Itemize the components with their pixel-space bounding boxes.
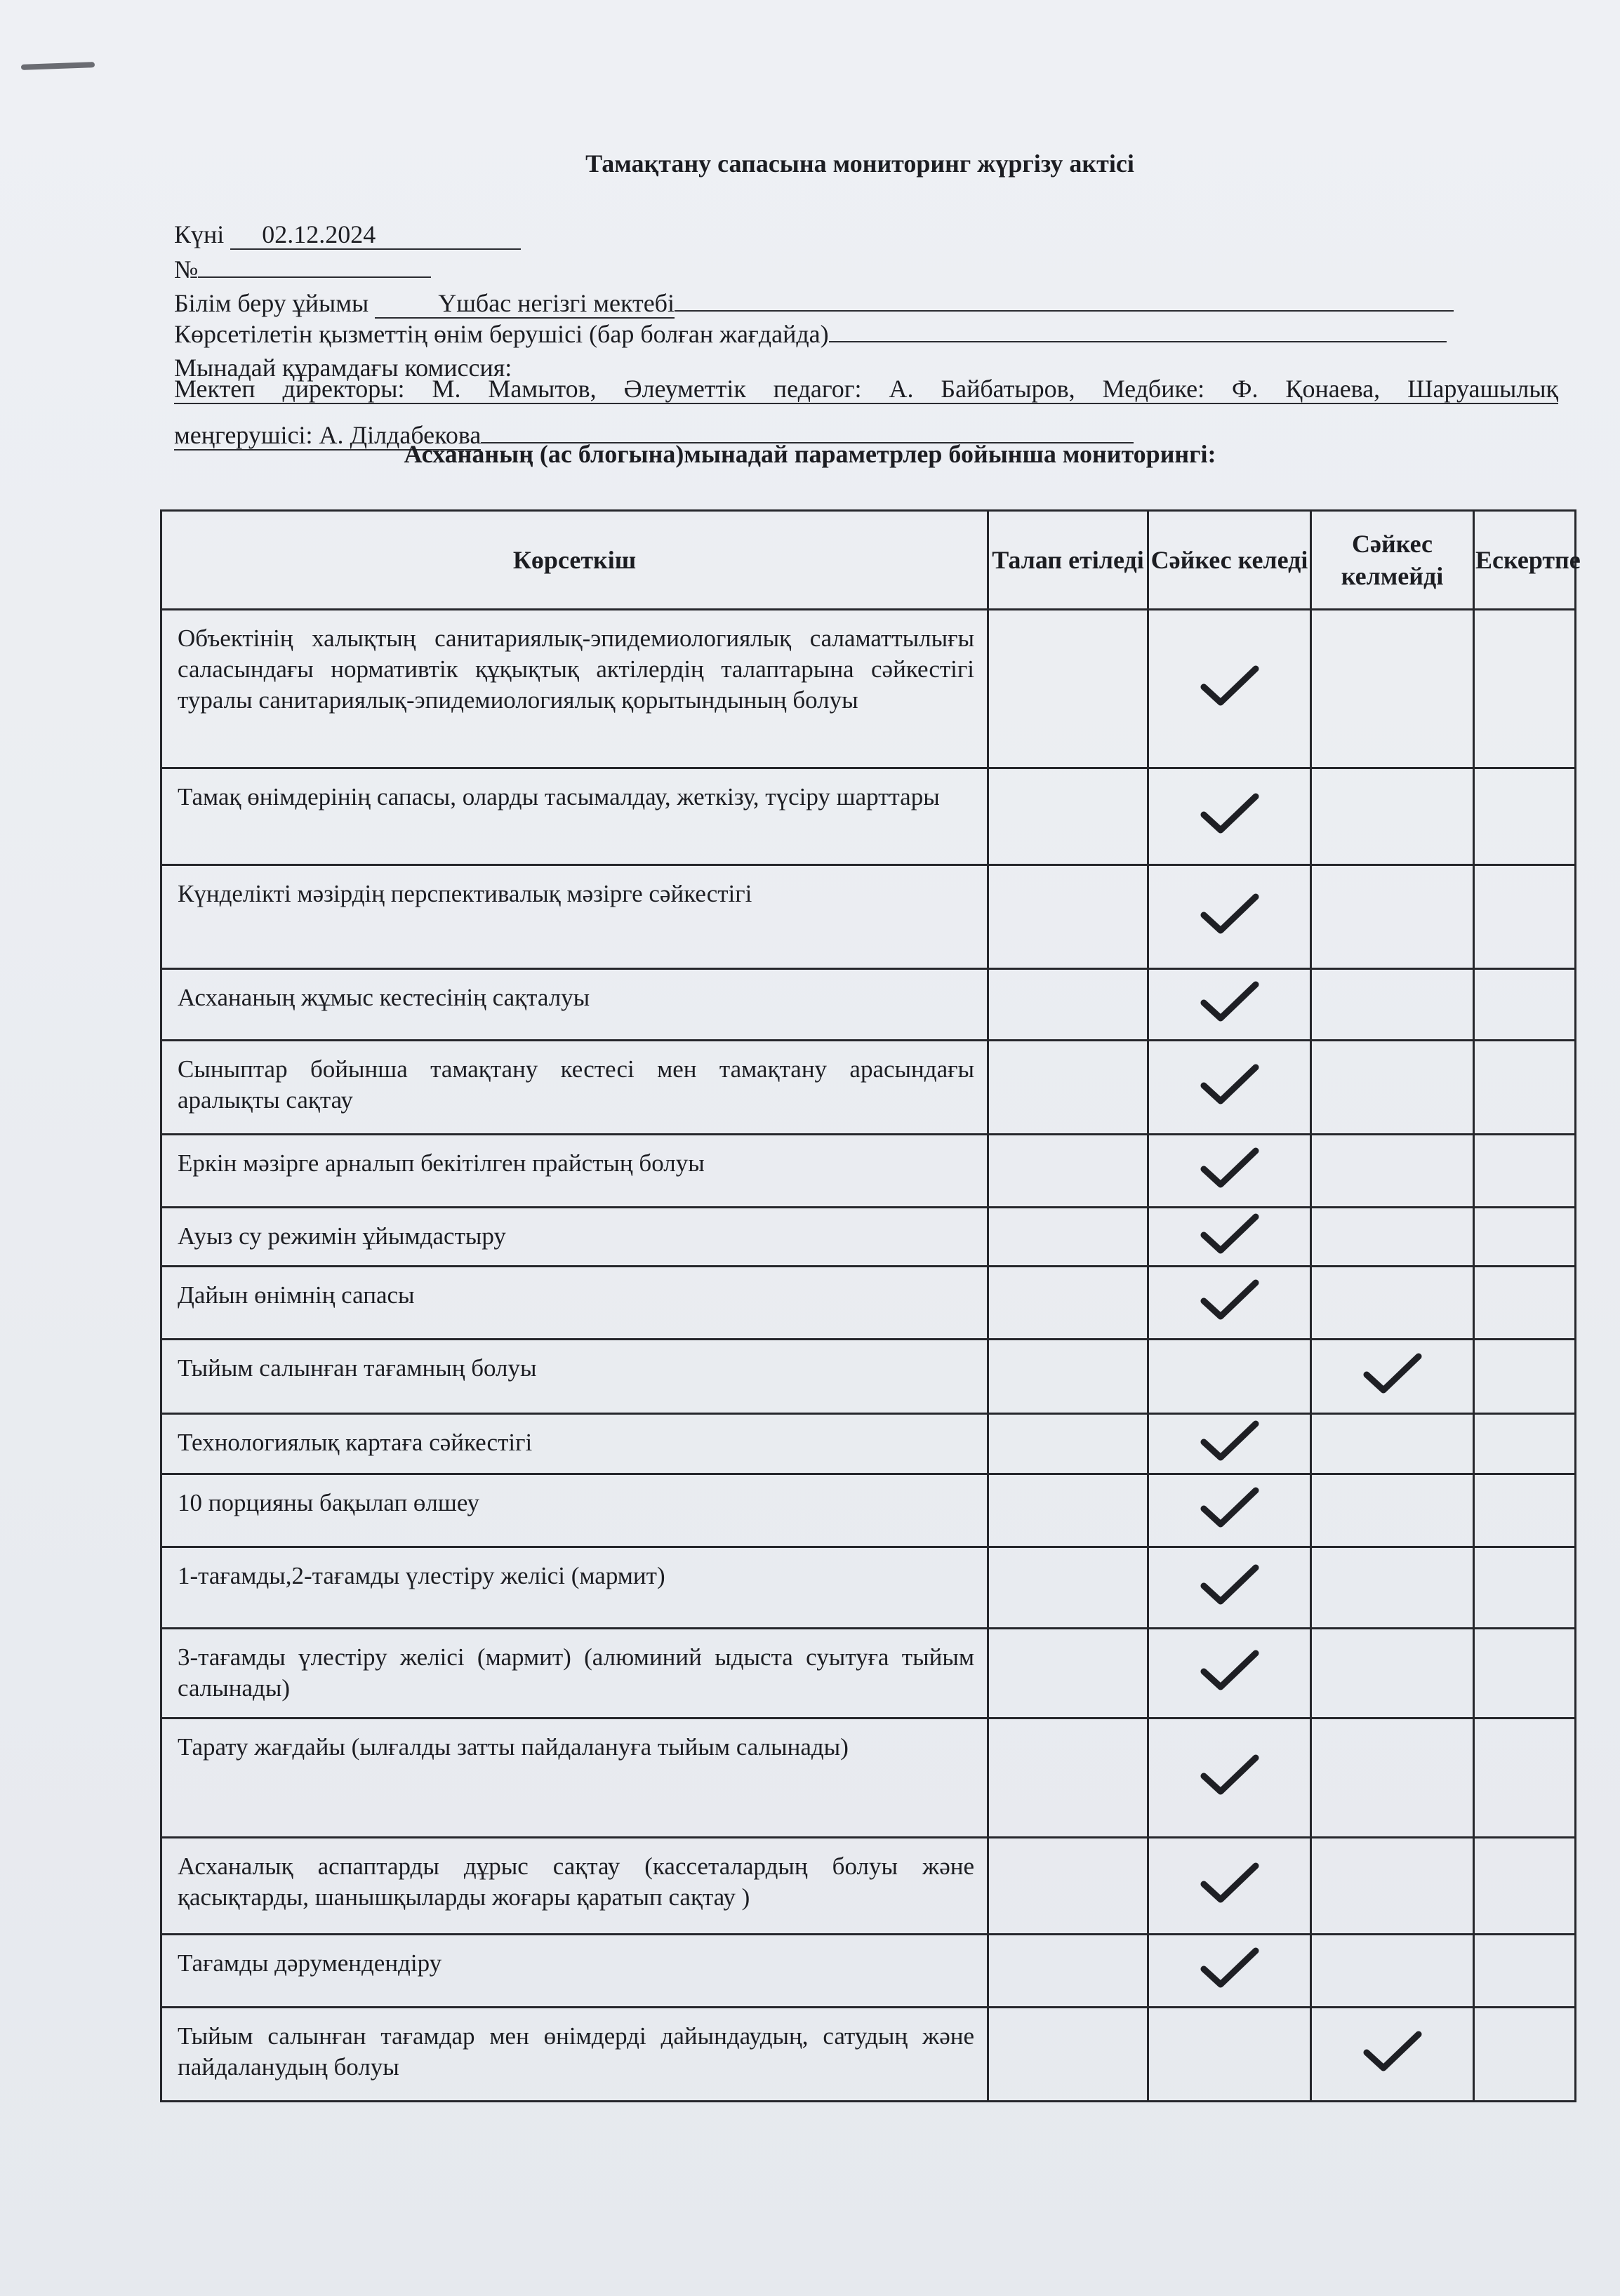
indicator-cell: Асхананың жұмыс кестесінің сақталуы	[161, 969, 988, 1041]
provider-line	[174, 316, 1447, 349]
date-label: Күні	[174, 220, 225, 248]
provider-blank	[829, 316, 1447, 342]
section-subtitle: Асхананың (ас блогына)мынадай параметрлер бойынша мониторингі:	[404, 440, 1216, 468]
table-row	[161, 1474, 1576, 1547]
checkmark-icon	[1362, 2029, 1423, 2074]
required-cell	[988, 1718, 1148, 1838]
table-row	[161, 768, 1576, 865]
non-compliant-cell	[1311, 969, 1474, 1041]
checkmark-icon	[1200, 1752, 1260, 1797]
note-cell	[1474, 1547, 1576, 1629]
non-compliant-cell	[1311, 1629, 1474, 1718]
table-row	[161, 865, 1576, 969]
note-cell	[1474, 1474, 1576, 1547]
note-cell	[1474, 865, 1576, 969]
table-row	[161, 1547, 1576, 1629]
number-line	[174, 251, 431, 285]
table-header-row	[161, 511, 1576, 610]
table-row	[161, 1629, 1576, 1718]
required-cell	[988, 1474, 1148, 1547]
compliant-cell	[1148, 1718, 1311, 1838]
indicator-cell: Тыйым салынған тағамның болуы	[161, 1340, 988, 1414]
required-cell	[988, 1838, 1148, 1935]
required-cell	[988, 2008, 1148, 2102]
header-compliant: Сәйкес келеді	[1148, 511, 1311, 610]
indicator-cell: 1-тағамды,2-тағамды үлестіру желісі (мармит)	[161, 1547, 988, 1629]
note-cell	[1474, 969, 1576, 1041]
compliant-cell	[1148, 1474, 1311, 1547]
non-compliant-cell	[1311, 1041, 1474, 1135]
commission-members-line1: Мектеп директоры: М. Мамытов, Әлеуметтік педагог: А. Байбатыров, Медбике: Ф. Қонаева, Шаруашылық	[174, 375, 1558, 403]
compliant-cell	[1148, 1340, 1311, 1414]
table-row	[161, 1414, 1576, 1474]
checkmark-icon	[1200, 1211, 1260, 1256]
checkmark-icon	[1200, 1062, 1260, 1107]
required-cell	[988, 1414, 1148, 1474]
non-compliant-cell	[1311, 1718, 1474, 1838]
indicator-cell: Тамақ өнімдерінің сапасы, оларды тасымалдау, жеткізу, түсіру шарттары	[161, 768, 988, 865]
non-compliant-cell	[1311, 865, 1474, 969]
indicator-cell: Сыныптар бойынша тамақтану кестесі мен тамақтану арасындағы аралықты сақтау	[161, 1041, 988, 1135]
indicator-cell: Еркін мәзірге арналып бекітілген прайстың болуы	[161, 1135, 988, 1208]
checkmark-icon	[1200, 1945, 1260, 1990]
note-cell	[1474, 1718, 1576, 1838]
org-value: Үшбас негізгі мектебі	[375, 289, 675, 319]
compliant-cell	[1148, 865, 1311, 969]
indicator-cell: Тарату жағдайы (ылғалды затты пайдалануға тыйым салынады)	[161, 1718, 988, 1838]
number-label: №	[174, 255, 199, 283]
note-cell	[1474, 1135, 1576, 1208]
non-compliant-cell	[1311, 768, 1474, 865]
required-cell	[988, 1135, 1148, 1208]
provider-label: Көрсетілетін қызметтің өнім берушісі (бар болған жағдайда)	[174, 320, 829, 348]
indicator-cell: Тыйым салынған тағамдар мен өнімдерді дайындаудың, сатудың және пайдаланудың болуы	[161, 2008, 988, 2102]
note-cell	[1474, 1208, 1576, 1267]
table-row	[161, 2008, 1576, 2102]
non-compliant-cell	[1311, 1935, 1474, 2008]
compliant-cell	[1148, 969, 1311, 1041]
note-cell	[1474, 1935, 1576, 2008]
date-value: 02.12.2024	[230, 220, 521, 250]
table-row	[161, 1838, 1576, 1935]
non-compliant-cell	[1311, 1135, 1474, 1208]
compliant-cell	[1148, 610, 1311, 768]
note-cell	[1474, 610, 1576, 768]
checkmark-icon	[1200, 1648, 1260, 1693]
non-compliant-cell	[1311, 2008, 1474, 2102]
compliant-cell	[1148, 768, 1311, 865]
indicator-cell: 10 порцияны бақылап өлшеу	[161, 1474, 988, 1547]
compliant-cell	[1148, 1414, 1311, 1474]
note-cell	[1474, 1267, 1576, 1340]
checkmark-icon	[1200, 663, 1260, 708]
non-compliant-cell	[1311, 610, 1474, 768]
monitoring-table	[160, 509, 1581, 2102]
commission-label: Мынадай құрамдағы комиссия:	[174, 354, 512, 382]
table-row	[161, 1267, 1576, 1340]
required-cell	[988, 1041, 1148, 1135]
checkmark-icon	[1200, 1277, 1260, 1322]
required-cell	[988, 1935, 1148, 2008]
compliant-cell	[1148, 1629, 1311, 1718]
indicator-cell: Ауыз су режимін ұйымдастыру	[161, 1208, 988, 1267]
indicator-cell: Асханалық аспаптарды дұрыс сақтау (кассеталардың болуы және қасықтарды, шанышқыларды жоғары қаратып сақтау )	[161, 1838, 988, 1935]
commission-members-line2: меңгерушісі: А. Ділдабекова	[174, 417, 1134, 450]
non-compliant-cell	[1311, 1474, 1474, 1547]
note-cell	[1474, 1340, 1576, 1414]
note-cell	[1474, 2008, 1576, 2102]
required-cell	[988, 768, 1148, 865]
non-compliant-cell	[1311, 1267, 1474, 1340]
checkmark-icon	[1200, 1145, 1260, 1190]
checkmark-icon	[1200, 891, 1260, 936]
indicator-cell: Күнделікті мәзірдің перспективалық мәзірге сәйкестігі	[161, 865, 988, 969]
table-row	[161, 1041, 1576, 1135]
indicator-cell: Технологиялық картаға сәйкестігі	[161, 1414, 988, 1474]
note-cell	[1474, 1041, 1576, 1135]
compliant-cell	[1148, 1547, 1311, 1629]
table-row	[161, 1718, 1576, 1838]
table-row	[161, 610, 1576, 768]
checkmark-icon	[1200, 1418, 1260, 1463]
required-cell	[988, 969, 1148, 1041]
indicator-cell: 3-тағамды үлестіру желісі (мармит) (алюминий ыдыста суытуға тыйым салынады)	[161, 1629, 988, 1718]
compliant-cell	[1148, 1041, 1311, 1135]
non-compliant-cell	[1311, 1340, 1474, 1414]
checkmark-icon	[1200, 1485, 1260, 1530]
document-title: Тамақтану сапасына мониторинг жүргізу актісі	[585, 149, 1134, 178]
required-cell	[988, 1547, 1148, 1629]
non-compliant-cell	[1311, 1547, 1474, 1629]
note-cell	[1474, 1838, 1576, 1935]
table-row	[161, 1208, 1576, 1267]
org-line	[174, 285, 1454, 319]
checkmark-icon	[1200, 1562, 1260, 1607]
required-cell	[988, 1267, 1148, 1340]
required-cell	[988, 1208, 1148, 1267]
date-line	[174, 219, 521, 250]
note-cell	[1474, 1414, 1576, 1474]
compliant-cell	[1148, 2008, 1311, 2102]
compliant-cell	[1148, 1267, 1311, 1340]
indicator-cell: Объектінің халықтың санитариялық-эпидемиологиялық саламаттылығы саласындағы нормативтік құқықтық актілердің талаптарына сәйкестігі туралы санитариялық-эпидемиологиялық қорытындының болуы	[161, 610, 988, 768]
header-indicator: Көрсеткіш	[161, 511, 988, 610]
table-row	[161, 1340, 1576, 1414]
table-row	[161, 1135, 1576, 1208]
note-cell	[1474, 768, 1576, 865]
checkmark-icon	[1200, 791, 1260, 836]
required-cell	[988, 1340, 1148, 1414]
required-cell	[988, 865, 1148, 969]
header-required: Талап етіледі	[988, 511, 1148, 610]
compliant-cell	[1148, 1838, 1311, 1935]
compliant-cell	[1148, 1935, 1311, 2008]
table-row	[161, 969, 1576, 1041]
table-row	[161, 1935, 1576, 2008]
checkmark-icon	[1200, 979, 1260, 1024]
org-blank	[675, 285, 1454, 312]
header-note: Ескертпе	[1474, 511, 1576, 610]
checkmark-icon	[1362, 1351, 1423, 1396]
number-blank	[198, 251, 431, 278]
non-compliant-cell	[1311, 1414, 1474, 1474]
compliant-cell	[1148, 1208, 1311, 1267]
non-compliant-cell	[1311, 1838, 1474, 1935]
note-cell	[1474, 1629, 1576, 1718]
required-cell	[988, 610, 1148, 768]
indicator-cell: Тағамды дәрумендендіру	[161, 1935, 988, 2008]
required-cell	[988, 1629, 1148, 1718]
header-non-compliant: Сәйкес келмейді	[1311, 511, 1474, 610]
indicator-cell: Дайын өнімнің сапасы	[161, 1267, 988, 1340]
non-compliant-cell	[1311, 1208, 1474, 1267]
checkmark-icon	[1200, 1860, 1260, 1905]
org-label: Білім беру ұйымы	[174, 289, 369, 317]
compliant-cell	[1148, 1135, 1311, 1208]
